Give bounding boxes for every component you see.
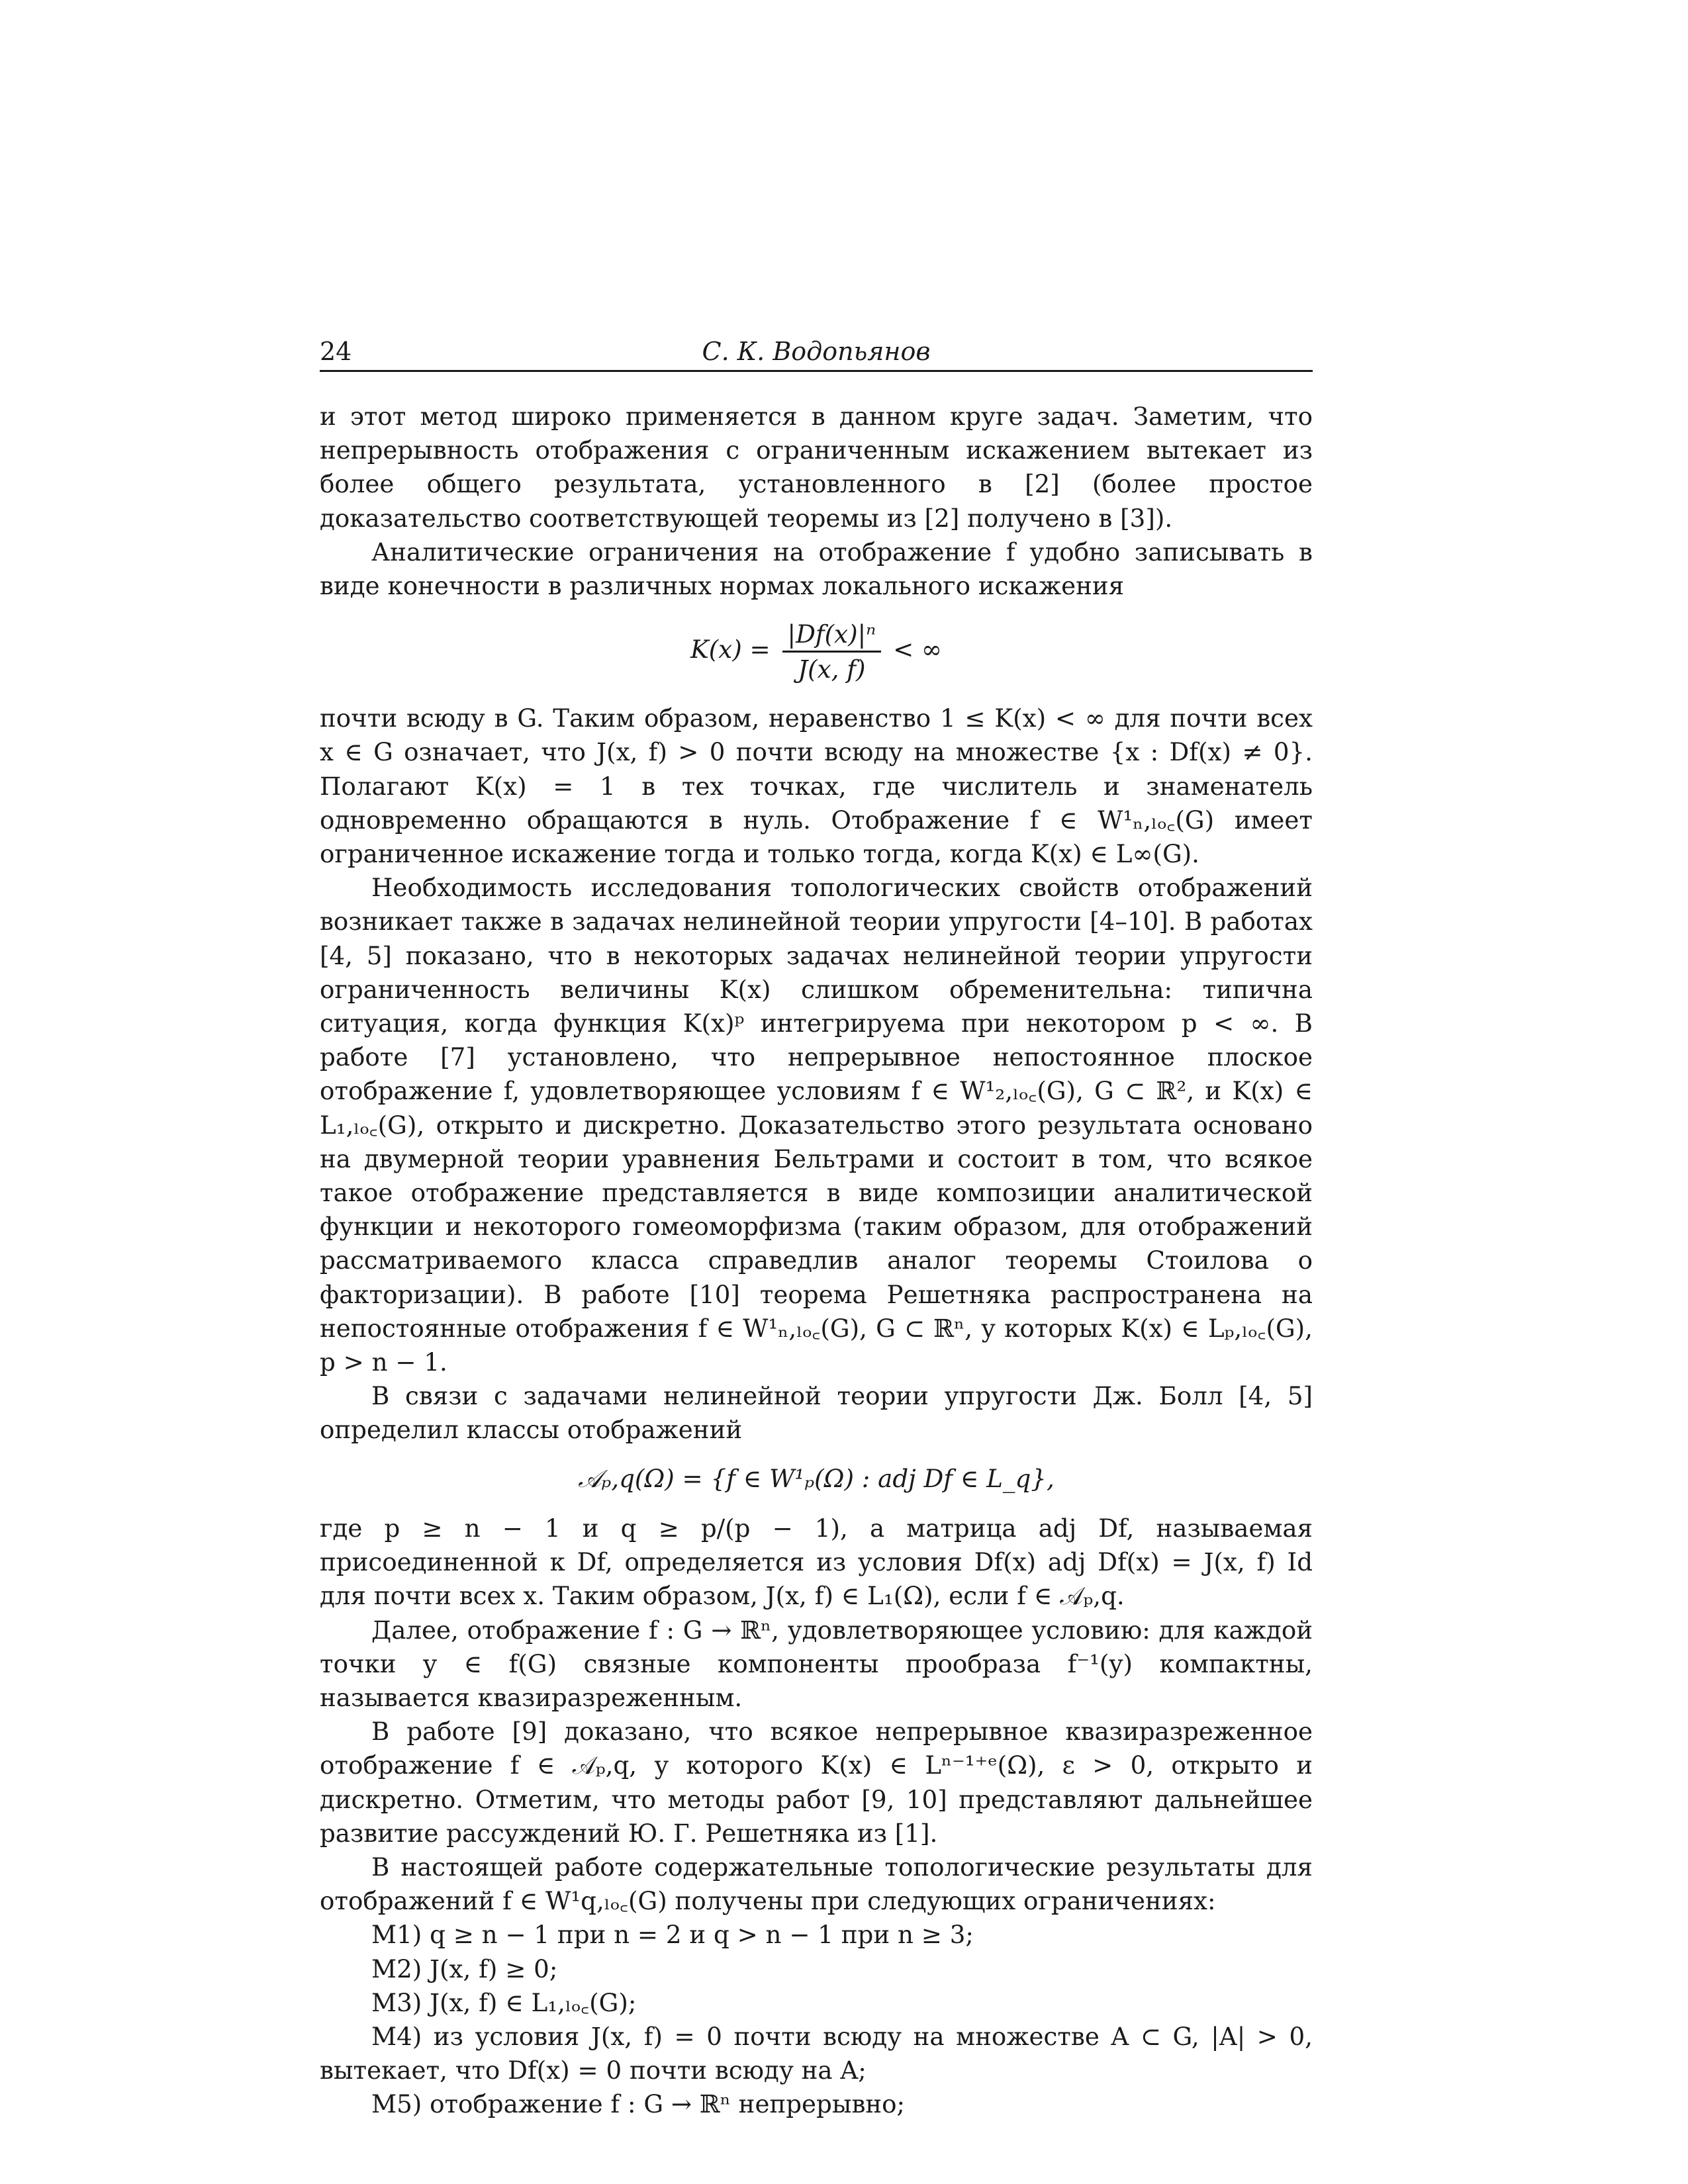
paragraph: Необходимость исследования топологических свойств отображений возникает также в задачах нелинейной теории упругости [4–10]. В работах [4, 5] показано, что в некоторых задачах нелинейной теории упругости ограниченность величины K(x) слишком обременительна: типична ситуация, когда функция K(x)ᵖ интегрируема при некотором p < ∞. В работе [7] установлено, что непрерывное непостоянное плоское отображение f, удовлетворяющее условиям f ∈ W¹₂,ₗₒ꜀(G), G ⊂ ℝ², и K(x) ∈ L₁,ₗₒ꜀(G), открыто и дискретно. Доказательство этого результата основано на двумерной теории уравнения Бельтрами и состоит в том, что всякое такое отображение представляется в виде композиции аналитической функции и некоторого гомеоморфизма (таким образом, для отображений рассматриваемого класса справедлив аналог теоремы Стоилова о факторизации). В работе [10] теорема Решетняка распространена на непостоянные отображения f ∈ W¹ₙ,ₗₒ꜀(G), G ⊂ ℝⁿ, у которых K(x) ∈ Lₚ,ₗₒ꜀(G), p > n − 1. xyxy=(320,873,1313,1377)
running-head: С. К. Водопьянов xyxy=(702,337,931,366)
page-body xyxy=(320,400,1313,2122)
paragraph: и этот метод широко применяется в данном круге задач. Заметим, что непрерывность отображения с ограниченным искажением вытекает из более общего результата, установленного в [2] (более простое доказательство соответствующей теоремы из [2] получено в [3]). xyxy=(320,402,1313,533)
formula-fraction xyxy=(782,617,882,686)
formula-numerator: |Df(x)|ⁿ xyxy=(782,617,882,653)
page-number: 24 xyxy=(320,337,352,366)
formula-text: 𝒜ₚ,q(Ω) = {f ∈ W¹ₚ(Ω) : adj Df ∈ L_q}, xyxy=(578,1463,1055,1493)
formula-rhs: < ∞ xyxy=(893,635,943,664)
distortion-formula xyxy=(320,617,1313,686)
condition-item: M5) отображение f : G → ℝⁿ непрерывно; xyxy=(371,2089,906,2119)
formula-denominator: J(x, f) xyxy=(798,655,866,684)
paragraph: Аналитические ограничения на отображение f удобно записывать в виде конечности в различных нормах локального искажения xyxy=(320,537,1313,601)
condition-item: M4) из условия J(x, f) = 0 почти всюду на множестве A ⊂ G, |A| > 0, вытекает, что Df(x) = 0 почти всюду на A; xyxy=(320,2021,1313,2085)
paragraph: В настоящей работе содержательные топологические результаты для отображений f ∈ W¹q,ₗₒ꜀(G) получены при следующих ограничениях: xyxy=(320,1852,1313,1916)
paragraph: Далее, отображение f : G → ℝⁿ, удовлетворяющее условию: для каждой точки y ∈ f(G) связные компоненты прообраза f⁻¹(y) компактны, называется квазиразреженным. xyxy=(320,1615,1313,1712)
page-header xyxy=(320,329,1313,375)
ball-class-formula xyxy=(320,1462,1313,1496)
paragraph: где p ≥ n − 1 и q ≥ p/(p − 1), а матрица adj Df, называемая присоединенной к Df, определяется из условия Df(x) adj Df(x) = J(x, f) Id для почти всех x. Таким образом, J(x, f) ∈ L₁(Ω), если f ∈ 𝒜ₚ,q. xyxy=(320,1513,1313,1611)
condition-item: M3) J(x, f) ∈ L₁,ₗₒ꜀(G); xyxy=(371,1987,637,2017)
paragraph: В работе [9] доказано, что всякое непрерывное квазиразреженное отображение f ∈ 𝒜ₚ,q, у которого K(x) ∈ Lⁿ⁻¹⁺ᵉ(Ω), ε > 0, открыто и дискретно. Отметим, что методы работ [9, 10] представляют дальнейшее развитие рассуждений Ю. Г. Решетняка из [1]. xyxy=(320,1717,1313,1848)
condition-item: M1) q ≥ n − 1 при n = 2 и q > n − 1 при n ≥ 3; xyxy=(371,1920,974,1950)
paragraph: В связи с задачами нелинейной теории упругости Дж. Болл [4, 5] определил классы отображений xyxy=(320,1381,1313,1445)
header-rule xyxy=(320,370,1313,372)
paragraph: почти всюду в G. Таким образом, неравенство 1 ≤ K(x) < ∞ для почти всех x ∈ G означает, что J(x, f) > 0 почти всюду на множестве {x : Df(x) ≠ 0}. Полагают K(x) = 1 в тех точках, где числитель и знаменатель одновременно обращаются в нуль. Отображение f ∈ W¹ₙ,ₗₒ꜀(G) имеет ограниченное искажение тогда и только тогда, когда K(x) ∈ L∞(G). xyxy=(320,704,1313,869)
condition-item: M2) J(x, f) ≥ 0; xyxy=(371,1954,558,1983)
formula-lhs: K(x) = xyxy=(690,635,771,664)
